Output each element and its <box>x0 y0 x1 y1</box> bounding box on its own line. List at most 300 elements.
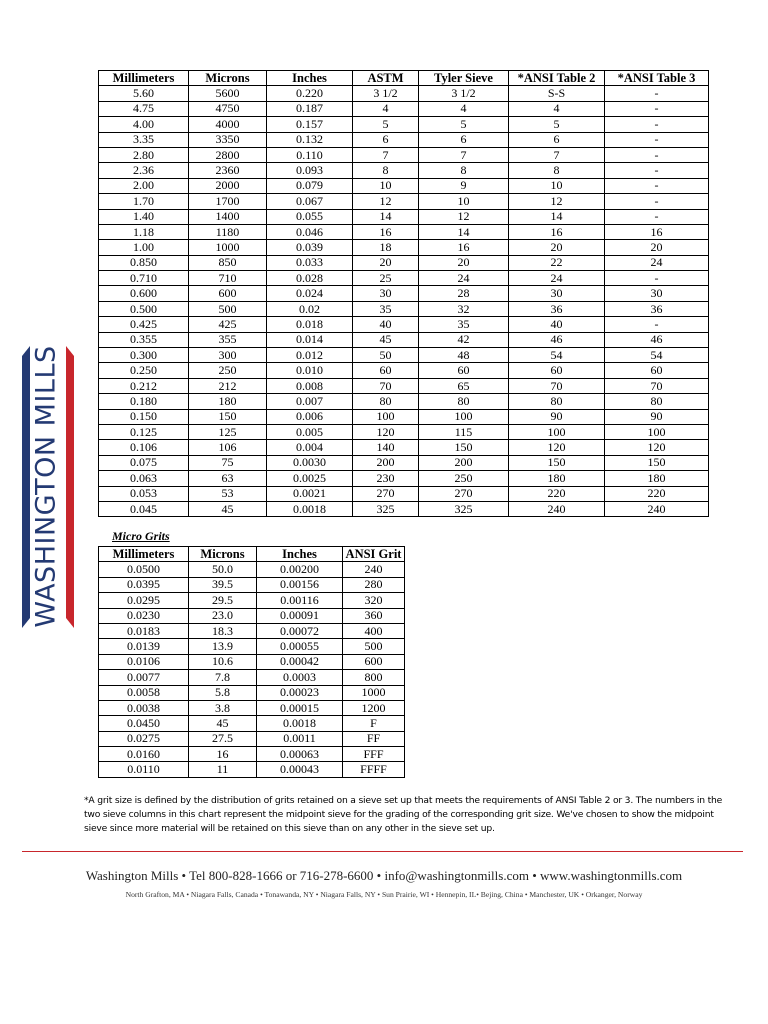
table-cell: - <box>605 101 709 116</box>
table-cell: 0.005 <box>267 424 353 439</box>
table-cell: 240 <box>605 501 709 516</box>
table-cell: F <box>343 716 405 731</box>
table-cell: 0.0030 <box>267 455 353 470</box>
table-cell: 8 <box>419 163 509 178</box>
table-cell: 100 <box>353 409 419 424</box>
table-cell: 0.250 <box>99 363 189 378</box>
table-cell: 150 <box>509 455 605 470</box>
table-cell: 0.0058 <box>99 685 189 700</box>
micro-table-header <box>99 547 405 562</box>
table-cell: 0.00055 <box>257 639 343 654</box>
table-cell: 90 <box>509 409 605 424</box>
table-cell: 850 <box>189 255 267 270</box>
table-cell: 1180 <box>189 224 267 239</box>
table-cell: 500 <box>189 301 267 316</box>
table-cell: 120 <box>353 424 419 439</box>
brand-logo <box>26 344 66 628</box>
table-cell: 3 1/2 <box>353 86 419 101</box>
sieve-table-header <box>99 71 709 86</box>
table-cell: 2.00 <box>99 178 189 193</box>
table-cell: 36 <box>605 301 709 316</box>
table-row <box>99 685 405 700</box>
table-cell: 355 <box>189 332 267 347</box>
table-cell: 1.00 <box>99 240 189 255</box>
table-cell: 6 <box>509 132 605 147</box>
table-cell: 53 <box>189 486 267 501</box>
table-cell: 0.00116 <box>257 593 343 608</box>
table-cell: 240 <box>509 501 605 516</box>
table-cell: 5.60 <box>99 86 189 101</box>
table-row <box>99 747 405 762</box>
table-cell: 1000 <box>189 240 267 255</box>
footer-locations: North Grafton, MA • Niagara Falls, Canada • Tonawanda, NY • Niagara Falls, NY • Sun Prairie, WI • Hennepin, IL• Bejing, China • Manchester, UK • Orkanger, Norway <box>125 890 643 899</box>
table-cell: 1.18 <box>99 224 189 239</box>
table-cell: 24 <box>509 271 605 286</box>
table-cell: 20 <box>509 240 605 255</box>
table-cell: 23.0 <box>189 608 257 623</box>
table-cell: 1000 <box>343 685 405 700</box>
table-cell: 2.36 <box>99 163 189 178</box>
table-cell: 24 <box>419 271 509 286</box>
table-row <box>99 255 709 270</box>
table-row <box>99 762 405 777</box>
table-cell: 2000 <box>189 178 267 193</box>
table-cell: 0.046 <box>267 224 353 239</box>
table-cell: 36 <box>509 301 605 316</box>
table-cell: 46 <box>605 332 709 347</box>
table-row <box>99 132 709 147</box>
table-cell: 0.600 <box>99 286 189 301</box>
table-cell: 70 <box>509 378 605 393</box>
table-cell: - <box>605 147 709 162</box>
table-cell: 12 <box>509 194 605 209</box>
table-cell: 12 <box>353 194 419 209</box>
table-row <box>99 394 709 409</box>
table-cell: 1.40 <box>99 209 189 224</box>
table-cell: 200 <box>419 455 509 470</box>
table-row <box>99 332 709 347</box>
table-cell: 106 <box>189 440 267 455</box>
table-row <box>99 317 709 332</box>
table-row <box>99 639 405 654</box>
table-cell: 0.180 <box>99 394 189 409</box>
table-row <box>99 224 709 239</box>
table-row <box>99 577 405 592</box>
table-cell: 0.039 <box>267 240 353 255</box>
table-cell: 180 <box>509 471 605 486</box>
table-cell: 0.014 <box>267 332 353 347</box>
table-cell: 140 <box>353 440 419 455</box>
table-cell: 600 <box>189 286 267 301</box>
table-cell: 0.0003 <box>257 670 343 685</box>
table-cell: 0.500 <box>99 301 189 316</box>
table-cell: 0.220 <box>267 86 353 101</box>
table-cell: 800 <box>343 670 405 685</box>
table-cell: - <box>605 86 709 101</box>
table-row <box>99 378 709 393</box>
table-row <box>99 178 709 193</box>
table-cell: 18 <box>353 240 419 255</box>
table-cell: 35 <box>353 301 419 316</box>
table-row <box>99 623 405 638</box>
table-cell: 0.0021 <box>267 486 353 501</box>
table-cell: 0.0160 <box>99 747 189 762</box>
table-cell: 0.425 <box>99 317 189 332</box>
table-cell: 42 <box>419 332 509 347</box>
footnote: *A grit size is defined by the distribution of grits retained on a sieve set up that meets the requirements of ANSI Table 2 or 3. The numbers in the two sieve columns in this chart represent the midpoint sieve for the grading of the corresponding grit size. We've chosen to show the midpoint sieve since more material will be retained on this sieve than on any other in the sieve set up. <box>84 795 723 834</box>
table-cell: 270 <box>353 486 419 501</box>
table-cell: 0.00063 <box>257 747 343 762</box>
table-cell: 28 <box>419 286 509 301</box>
table-row <box>99 501 709 516</box>
table-cell: 2800 <box>189 147 267 162</box>
table-cell: - <box>605 317 709 332</box>
table-cell: - <box>605 132 709 147</box>
table-cell: 0.0018 <box>267 501 353 516</box>
table-row <box>99 348 709 363</box>
table-cell: 29.5 <box>189 593 257 608</box>
table-row <box>99 716 405 731</box>
table-cell: 4.75 <box>99 101 189 116</box>
table-cell: 20 <box>419 255 509 270</box>
table-cell: 220 <box>509 486 605 501</box>
table-cell: 60 <box>419 363 509 378</box>
table-cell: 0.00156 <box>257 577 343 592</box>
column-header: *ANSI Table 3 <box>605 71 709 86</box>
table-row <box>99 593 405 608</box>
table-cell: - <box>605 194 709 209</box>
brand-name: WASHINGTON MILLS <box>30 344 62 628</box>
table-cell: 2360 <box>189 163 267 178</box>
table-cell: 54 <box>509 348 605 363</box>
table-cell: 0.012 <box>267 348 353 363</box>
micro-grits-title: Micro Grits <box>112 529 170 543</box>
table-cell: 5 <box>509 117 605 132</box>
table-cell: 115 <box>419 424 509 439</box>
table-cell: 360 <box>343 608 405 623</box>
table-cell: 27.5 <box>189 731 257 746</box>
table-cell: 0.0183 <box>99 623 189 638</box>
table-cell: 600 <box>343 654 405 669</box>
table-cell: 40 <box>353 317 419 332</box>
table-cell: 60 <box>605 363 709 378</box>
table-cell: 5 <box>353 117 419 132</box>
table-cell: 75 <box>189 455 267 470</box>
table-row <box>99 117 709 132</box>
table-cell: 65 <box>419 378 509 393</box>
column-header: Tyler Sieve <box>419 71 509 86</box>
table-cell: 35 <box>419 317 509 332</box>
table-cell: 5.8 <box>189 685 257 700</box>
table-cell: 0.010 <box>267 363 353 378</box>
table-cell: 400 <box>343 623 405 638</box>
footer-contact: Washington Mills • Tel 800-828-1666 or 716-278-6600 • info@washingtonmills.com • www.washingtonmills.com <box>85 868 683 883</box>
table-cell: 0.033 <box>267 255 353 270</box>
table-row <box>99 654 405 669</box>
table-cell: 0.850 <box>99 255 189 270</box>
table-row <box>99 147 709 162</box>
table-cell: 20 <box>353 255 419 270</box>
table-cell: 250 <box>419 471 509 486</box>
table-cell: 0.212 <box>99 378 189 393</box>
table-cell: 10 <box>419 194 509 209</box>
table-cell: 180 <box>605 471 709 486</box>
table-row <box>99 271 709 286</box>
table-cell: 0.0395 <box>99 577 189 592</box>
table-cell: 45 <box>189 716 257 731</box>
table-cell: 0.0295 <box>99 593 189 608</box>
table-cell: 0.004 <box>267 440 353 455</box>
table-cell: 220 <box>605 486 709 501</box>
table-cell: 13.9 <box>189 639 257 654</box>
table-cell: 150 <box>189 409 267 424</box>
table-cell: 70 <box>605 378 709 393</box>
table-row <box>99 194 709 209</box>
table-cell: 80 <box>605 394 709 409</box>
table-cell: 0.0018 <box>257 716 343 731</box>
table-cell: 325 <box>353 501 419 516</box>
table-cell: 7 <box>419 147 509 162</box>
table-cell: 0.024 <box>267 286 353 301</box>
table-cell: 14 <box>419 224 509 239</box>
table-cell: 0.0500 <box>99 562 189 577</box>
table-cell: 0.063 <box>99 471 189 486</box>
table-cell: 30 <box>509 286 605 301</box>
table-cell: 14 <box>353 209 419 224</box>
table-cell: 80 <box>353 394 419 409</box>
table-cell: 125 <box>189 424 267 439</box>
table-cell: 30 <box>605 286 709 301</box>
table-cell: 60 <box>509 363 605 378</box>
table-cell: 0.0106 <box>99 654 189 669</box>
column-header: Inches <box>257 547 343 562</box>
table-row <box>99 209 709 224</box>
micro-grits-table <box>98 546 405 778</box>
column-header: *ANSI Table 2 <box>509 71 605 86</box>
table-cell: 3.8 <box>189 700 257 715</box>
table-cell: 50.0 <box>189 562 257 577</box>
table-cell: 70 <box>353 378 419 393</box>
table-cell: 6 <box>353 132 419 147</box>
table-cell: 25 <box>353 271 419 286</box>
table-cell: 9 <box>419 178 509 193</box>
table-cell: 1700 <box>189 194 267 209</box>
table-cell: 0.053 <box>99 486 189 501</box>
table-row <box>99 240 709 255</box>
table-cell: 80 <box>419 394 509 409</box>
table-cell: - <box>605 178 709 193</box>
table-cell: 54 <box>605 348 709 363</box>
table-cell: 0.110 <box>267 147 353 162</box>
table-cell: 0.00015 <box>257 700 343 715</box>
table-cell: 30 <box>353 286 419 301</box>
table-cell: 2.80 <box>99 147 189 162</box>
table-cell: 4750 <box>189 101 267 116</box>
table-cell: 4000 <box>189 117 267 132</box>
column-header: ASTM <box>353 71 419 86</box>
table-cell: 5 <box>419 117 509 132</box>
table-cell: 212 <box>189 378 267 393</box>
table-cell: 0.150 <box>99 409 189 424</box>
column-header: Inches <box>267 71 353 86</box>
table-cell: 0.018 <box>267 317 353 332</box>
table-cell: FF <box>343 731 405 746</box>
table-cell: 0.0275 <box>99 731 189 746</box>
table-cell: 4.00 <box>99 117 189 132</box>
table-cell: 0.00200 <box>257 562 343 577</box>
table-cell: 0.710 <box>99 271 189 286</box>
table-cell: 320 <box>343 593 405 608</box>
table-cell: 11 <box>189 762 257 777</box>
table-cell: 18.3 <box>189 623 257 638</box>
table-cell: FFF <box>343 747 405 762</box>
table-cell: 0.132 <box>267 132 353 147</box>
table-cell: 300 <box>189 348 267 363</box>
table-cell: 10 <box>353 178 419 193</box>
table-row <box>99 409 709 424</box>
table-cell: 120 <box>605 440 709 455</box>
table-row <box>99 424 709 439</box>
table-cell: 10 <box>509 178 605 193</box>
table-cell: 0.008 <box>267 378 353 393</box>
table-cell: 280 <box>343 577 405 592</box>
table-cell: 10.6 <box>189 654 257 669</box>
table-cell: 14 <box>509 209 605 224</box>
table-cell: 16 <box>509 224 605 239</box>
table-cell: 0.00091 <box>257 608 343 623</box>
sieve-table-body <box>99 86 709 517</box>
table-cell: 100 <box>509 424 605 439</box>
table-cell: 0.0011 <box>257 731 343 746</box>
table-cell: 39.5 <box>189 577 257 592</box>
table-cell: 0.00023 <box>257 685 343 700</box>
table-cell: 230 <box>353 471 419 486</box>
table-cell: 7 <box>509 147 605 162</box>
table-cell: 0.0077 <box>99 670 189 685</box>
table-cell: 24 <box>605 255 709 270</box>
table-cell: 150 <box>419 440 509 455</box>
table-row <box>99 363 709 378</box>
table-cell: 6 <box>419 132 509 147</box>
table-cell: 0.067 <box>267 194 353 209</box>
table-cell: 48 <box>419 348 509 363</box>
table-cell: 0.02 <box>267 301 353 316</box>
table-row <box>99 562 405 577</box>
table-row <box>99 455 709 470</box>
table-cell: 270 <box>419 486 509 501</box>
table-cell: 90 <box>605 409 709 424</box>
table-cell: 250 <box>189 363 267 378</box>
table-row <box>99 101 709 116</box>
table-cell: 200 <box>353 455 419 470</box>
table-row <box>99 471 709 486</box>
table-cell: 150 <box>605 455 709 470</box>
table-cell: 46 <box>509 332 605 347</box>
table-row <box>99 286 709 301</box>
table-row <box>99 670 405 685</box>
table-cell: 0.0139 <box>99 639 189 654</box>
table-cell: - <box>605 163 709 178</box>
table-cell: 325 <box>419 501 509 516</box>
table-cell: FFFF <box>343 762 405 777</box>
table-cell: 120 <box>509 440 605 455</box>
table-cell: 0.028 <box>267 271 353 286</box>
table-cell: S-S <box>509 86 605 101</box>
table-cell: 7.8 <box>189 670 257 685</box>
table-cell: 0.300 <box>99 348 189 363</box>
table-cell: 60 <box>353 363 419 378</box>
footer-divider <box>22 851 743 852</box>
column-header: Millimeters <box>99 71 189 86</box>
table-cell: 16 <box>605 224 709 239</box>
table-cell: 0.006 <box>267 409 353 424</box>
micro-table-body <box>99 562 405 777</box>
table-cell: 0.157 <box>267 117 353 132</box>
table-cell: 3350 <box>189 132 267 147</box>
table-cell: 4 <box>353 101 419 116</box>
table-cell: 20 <box>605 240 709 255</box>
table-cell: 1.70 <box>99 194 189 209</box>
table-cell: 0.0450 <box>99 716 189 731</box>
table-cell: 16 <box>189 747 257 762</box>
table-row <box>99 608 405 623</box>
table-cell: 425 <box>189 317 267 332</box>
table-cell: 0.079 <box>267 178 353 193</box>
table-cell: 0.187 <box>267 101 353 116</box>
table-cell: 100 <box>419 409 509 424</box>
table-cell: 16 <box>353 224 419 239</box>
table-cell: 0.00072 <box>257 623 343 638</box>
table-cell: 3 1/2 <box>419 86 509 101</box>
table-cell: 0.106 <box>99 440 189 455</box>
table-cell: 100 <box>605 424 709 439</box>
table-cell: 0.055 <box>267 209 353 224</box>
table-cell: 0.093 <box>267 163 353 178</box>
table-cell: 0.0025 <box>267 471 353 486</box>
table-cell: 40 <box>509 317 605 332</box>
table-cell: 80 <box>509 394 605 409</box>
table-cell: 5600 <box>189 86 267 101</box>
table-cell: 0.045 <box>99 501 189 516</box>
table-cell: 0.0230 <box>99 608 189 623</box>
table-row <box>99 486 709 501</box>
column-header: ANSI Grit <box>343 547 405 562</box>
table-cell: 1400 <box>189 209 267 224</box>
table-cell: 500 <box>343 639 405 654</box>
table-row <box>99 440 709 455</box>
table-cell: 180 <box>189 394 267 409</box>
table-cell: 1200 <box>343 700 405 715</box>
table-cell: 22 <box>509 255 605 270</box>
table-row <box>99 301 709 316</box>
table-cell: 710 <box>189 271 267 286</box>
table-cell: 8 <box>509 163 605 178</box>
table-cell: 8 <box>353 163 419 178</box>
column-header: Microns <box>189 71 267 86</box>
sieve-table <box>98 70 709 517</box>
table-row <box>99 163 709 178</box>
column-header: Microns <box>189 547 257 562</box>
table-cell: 0.355 <box>99 332 189 347</box>
table-cell: 50 <box>353 348 419 363</box>
table-cell: 0.0038 <box>99 700 189 715</box>
table-cell: 240 <box>343 562 405 577</box>
table-row <box>99 86 709 101</box>
table-cell: 4 <box>509 101 605 116</box>
table-cell: 45 <box>353 332 419 347</box>
table-cell: 0.125 <box>99 424 189 439</box>
table-cell: 7 <box>353 147 419 162</box>
